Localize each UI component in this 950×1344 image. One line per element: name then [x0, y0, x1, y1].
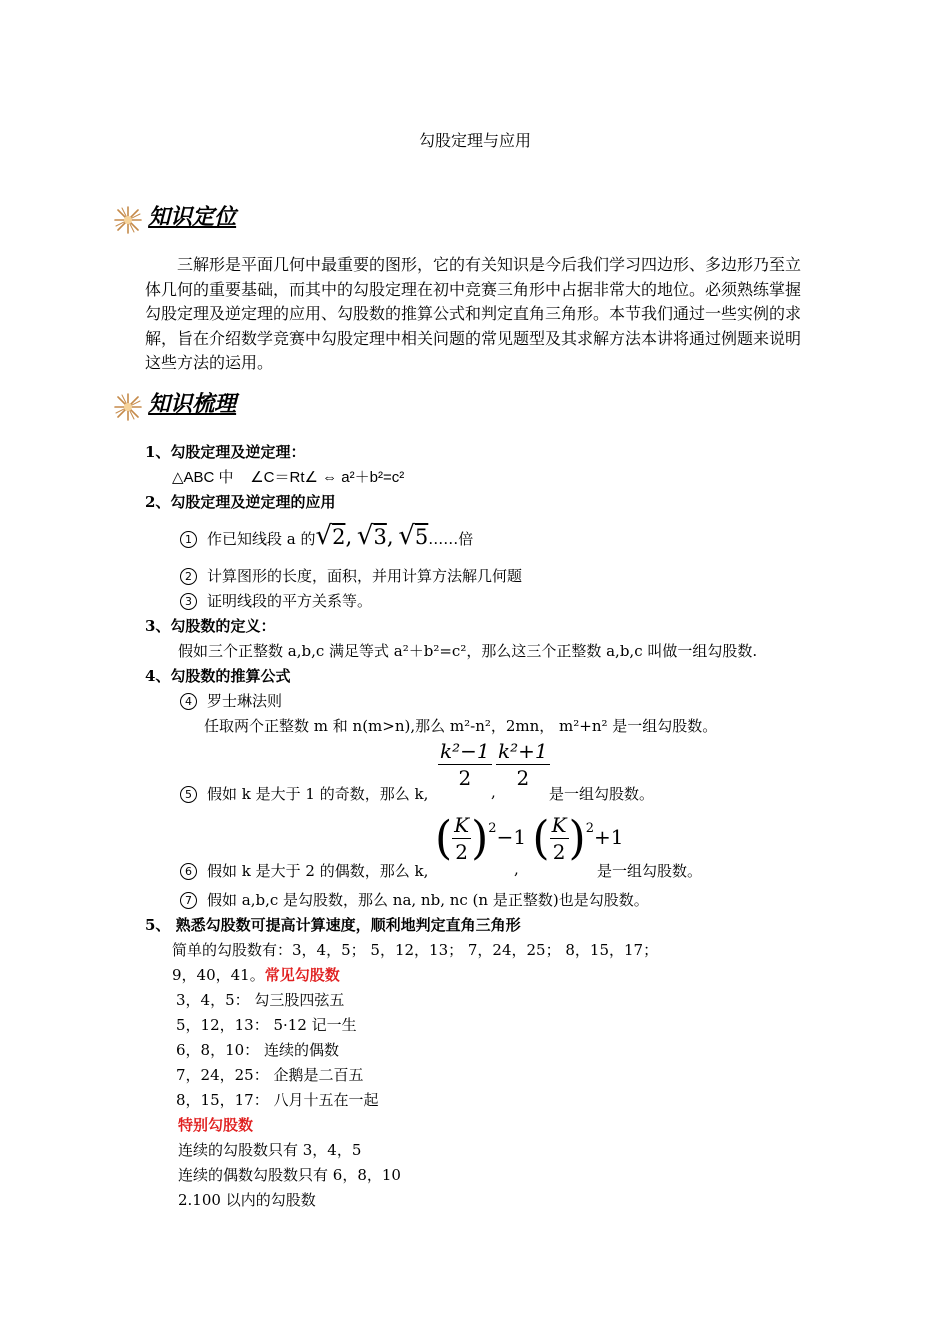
item-1-tail: ……倍	[428, 530, 474, 548]
theorem-equation: a²＋b²=c²	[341, 469, 405, 486]
denominator: 2	[458, 766, 472, 790]
radicand: 5	[414, 525, 429, 549]
common-label: 常见勾股数	[264, 966, 340, 984]
special-line-3: 2.100 以内的勾股数	[178, 1191, 316, 1209]
item-1: 1 作已知线段 a 的√2, √3, √5……倍	[180, 521, 473, 551]
item-5-tail: 是一组勾股数。	[549, 785, 655, 803]
item-6-text: 假如 k 是大于 2 的偶数，那么 k,	[207, 862, 429, 880]
circled-number: 7	[180, 892, 197, 909]
special-line-1: 连续的勾股数只有 3，4，5	[178, 1141, 362, 1159]
item-6-comma: ,	[514, 860, 519, 878]
item-7	[180, 889, 649, 910]
sparkle-icon	[113, 392, 143, 422]
formula-even-k: ( $\frac{K}{2}$ )$^2$−1 ( $\frac{K}{2}$ )$^2$+1	[435, 811, 624, 866]
rule-text: 任取两个正整数 m 和 n(m>n),那么 m²-n²，2mn， m²+n² 是一组勾股数。	[204, 717, 718, 735]
list-item: 7，24，25： 企鹅是二百五	[176, 1066, 364, 1084]
section-heading-text: 知识梳理	[148, 391, 237, 417]
theorem-arrow: ⇔	[322, 469, 338, 486]
item-2	[180, 565, 522, 586]
circled-number: 3	[180, 593, 197, 610]
numerator: k²+1	[498, 739, 548, 763]
circled-number: 2	[180, 568, 197, 585]
item-7-text: 假如 a,b,c 是勾股数，那么 na, nb, nc (n 是正整数)也是勾股数。	[207, 891, 649, 909]
simple-numbers-line-2	[172, 964, 340, 985]
numerator: K	[454, 813, 470, 837]
plus-one: +1	[594, 825, 624, 849]
item-3-text: 证明线段的平方关系等。	[207, 592, 373, 610]
item-1-text: 作已知线段 a 的	[207, 530, 316, 548]
circled-number: 1	[180, 531, 197, 548]
item-6-tail: 是一组勾股数。	[597, 862, 703, 880]
theorem-condition: ∠C＝Rt∠	[250, 469, 318, 486]
item-6	[180, 860, 428, 881]
fraction-k-minus	[438, 738, 492, 791]
denominator: 2	[552, 840, 566, 864]
theorem-prefix: △ABC 中	[172, 469, 234, 486]
list-item: 6，8，10： 连续的偶数	[176, 1041, 339, 1059]
section-heading-text: 知识定位	[148, 204, 237, 230]
minus-one: −1	[496, 825, 527, 849]
intro-paragraph: 三解形是平面几何中最重要的图形，它的有关知识是今后我们学习四边形、多边形乃至立体几何的重要基础，而其中的勾股定理在初中竞赛三角形中占据非常大的地位。必须熟练掌握勾股定理及逆定理的应用、勾股数的推算公式和判定直角三角形。本节我们通过一些实例的求解，旨在介绍数学竞赛中勾股定理中相关问题的常见题型及其求解方法本讲将通过例题来说明这些方法的运用。	[145, 255, 802, 372]
special-line-2: 连续的偶数勾股数只有 6，8，10	[178, 1166, 401, 1184]
simple-numbers-tail: 9，40，41。	[172, 966, 265, 984]
page-title: 勾股定理与应用	[418, 131, 531, 150]
numerator: k²−1	[440, 739, 490, 763]
list-item: 5，12，13： 5·12 记一生	[176, 1016, 357, 1034]
heading-2: 2、勾股定理及逆定理的应用	[145, 493, 336, 511]
item-2-text: 计算图形的长度，面积，并用计算方法解几何题	[207, 567, 523, 585]
denominator: 2	[516, 766, 530, 790]
heading-5: 5、 熟悉勾股数可提高计算速度，顺利地判定直角三角形	[145, 916, 521, 934]
item-5	[180, 783, 428, 804]
theorem-line	[172, 466, 404, 487]
numerator: K	[551, 813, 567, 837]
circled-number: 6	[180, 863, 197, 880]
item-3	[180, 590, 372, 611]
list-item: 3，4，5： 勾三股四弦五	[176, 991, 345, 1009]
section-heading-positioning	[113, 200, 236, 235]
special-label: 特别勾股数	[178, 1116, 254, 1134]
denominator: 2	[455, 840, 469, 864]
list-item: 8，15，17： 八月十五在一起	[176, 1091, 379, 1109]
heading-3: 3、勾股数的定义：	[145, 617, 276, 635]
heading-1: 1、勾股定理及逆定理：	[145, 443, 306, 461]
radicand: 3	[373, 525, 387, 549]
fraction-k-plus	[496, 738, 550, 791]
heading-4: 4、勾股数的推算公式	[145, 667, 291, 685]
definition: 假如三个正整数 a,b,c 满足等式 a²＋b²=c²，那么这三个正整数 a,b,c 叫做一组勾股数.	[178, 642, 758, 660]
radicand: 2	[332, 525, 346, 549]
circled-number: 4	[180, 693, 197, 710]
item-4-text: 罗士琳法则	[207, 692, 283, 710]
section-heading-outline	[113, 387, 236, 422]
circled-number: 5	[180, 786, 197, 803]
sparkle-icon	[113, 205, 143, 235]
item-5-text: 假如 k 是大于 1 的奇数，那么 k,	[207, 785, 429, 803]
item-4	[180, 690, 282, 711]
simple-numbers-line-1: 简单的勾股数有：3，4，5； 5，12，13； 7，24，25； 8，15，17；	[172, 941, 659, 959]
item-5-comma: ,	[491, 783, 496, 801]
